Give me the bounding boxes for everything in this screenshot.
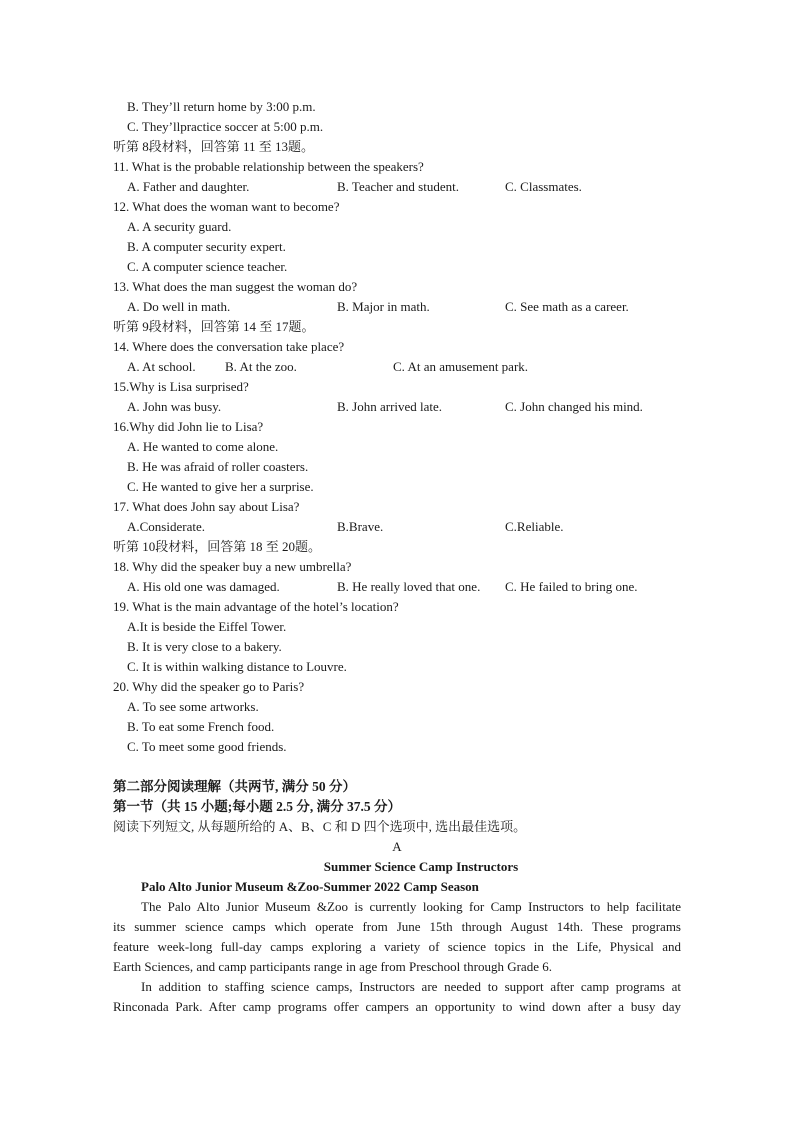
q13-option-b: B. Major in math. [337,299,430,314]
q20-option-b: B. To eat some French food. [127,719,275,734]
q13-stem: 13. What does the man suggest the woman do? [113,279,358,294]
q17-option-a: A.Considerate. [127,519,205,534]
q15-option-a: A. John was busy. [127,399,222,414]
q18-option-a: A. His old one was damaged. [127,579,280,594]
passage-paragraph-2 [113,977,681,1017]
q14-option-b: B. At the zoo. [225,359,297,374]
paragraph-1-line-1: The Palo Alto Junior Museum &Zoo is currently looking for Camp Instructors to help facilitate [141,899,681,914]
q14-stem: 14. Where does the conversation take place? [113,339,345,354]
section-10-instruction: 听第 10段材料，回答第 18 至 20题。 [113,539,322,554]
paragraph-1-line-2: its summer science camps which operate from June 15th through August 14th. These programs [113,919,681,934]
passage-paragraph-1 [113,897,681,977]
q11-option-b: B. Teacher and student. [337,179,459,194]
q16-stem: 16.Why did John lie to Lisa? [113,419,264,434]
q17-option-c: C.Reliable. [505,519,564,534]
q10-option-c: C. They’llpractice soccer at 5:00 p.m. [127,119,324,134]
section-title: 第一节（共 15 小题;每小题 2.5 分, 满分 37.5 分） [113,799,401,814]
paragraph-1-line-4: Earth Sciences, and camp participants range in age from Preschool through Grade 6. [113,959,552,974]
q14-option-a: A. At school. [127,359,196,374]
section-9-instruction: 听第 9段材料，回答第 14 至 17题。 [113,319,315,334]
q17-stem: 17. What does John say about Lisa? [113,499,300,514]
paragraph-2-line-1: In addition to staffing science camps, Instructors are needed to support after camp programs at [141,979,681,994]
part-title: 第二部分阅读理解（共两节, 满分 50 分） [113,779,356,794]
q20-option-c: C. To meet some good friends. [127,739,287,754]
q15-stem: 15.Why is Lisa surprised? [113,379,249,394]
q20-stem: 20. Why did the speaker go to Paris? [113,679,305,694]
paragraph-2-line-2: Rinconada Park. After camp programs offer campers an opportunity to wind down after a busy day [113,999,681,1014]
q15-option-b: B. John arrived late. [337,399,443,414]
q12-option-a: A. A security guard. [127,219,232,234]
q16-option-b: B. He was afraid of roller coasters. [127,459,309,474]
q20-option-a: A. To see some artworks. [127,699,259,714]
q13-option-a: A. Do well in math. [127,299,231,314]
q12-option-b: B. A computer security expert. [127,239,286,254]
q12-option-c: C. A computer science teacher. [127,259,288,274]
q11-stem: 11. What is the probable relationship between the speakers? [113,159,424,174]
paragraph-1-line-3: feature week-long full-day camps exploring a variety of science topics in the Life, Physical and [113,939,681,954]
passage-title: Summer Science Camp Instructors [323,859,519,874]
q17-option-b: B.Brave. [337,519,384,534]
section-8-instruction: 听第 8段材料，回答第 11 至 13题。 [113,139,315,154]
q13-option-c: C. See math as a career. [505,299,629,314]
q19-option-a: A.It is beside the Eiffel Tower. [127,619,287,634]
reading-instruction: 阅读下列短文, 从每题所给的 A、B、C 和 D 四个选项中, 选出最佳选项。 [113,819,527,834]
q11-option-c: C. Classmates. [505,179,582,194]
q14-option-c: C. At an amusement park. [393,359,529,374]
q18-option-c: C. He failed to bring one. [505,579,638,594]
q15-option-c: C. John changed his mind. [505,399,643,414]
passage-letter: A [392,839,402,854]
q18-stem: 18. Why did the speaker buy a new umbrella? [113,559,352,574]
q10-option-b: B. They’ll return home by 3:00 p.m. [127,99,316,114]
q18-option-b: B. He really loved that one. [337,579,481,594]
q12-stem: 12. What does the woman want to become? [113,199,340,214]
q19-stem: 19. What is the main advantage of the hotel’s location? [113,599,399,614]
q19-option-b: B. It is very close to a bakery. [127,639,282,654]
q19-option-c: C. It is within walking distance to Louvre. [127,659,347,674]
q11-option-a: A. Father and daughter. [127,179,250,194]
q16-option-c: C. He wanted to give her a surprise. [127,479,314,494]
q16-option-a: A. He wanted to come alone. [127,439,279,454]
passage-subtitle: Palo Alto Junior Museum &Zoo-Summer 2022 Camp Season [141,879,479,894]
